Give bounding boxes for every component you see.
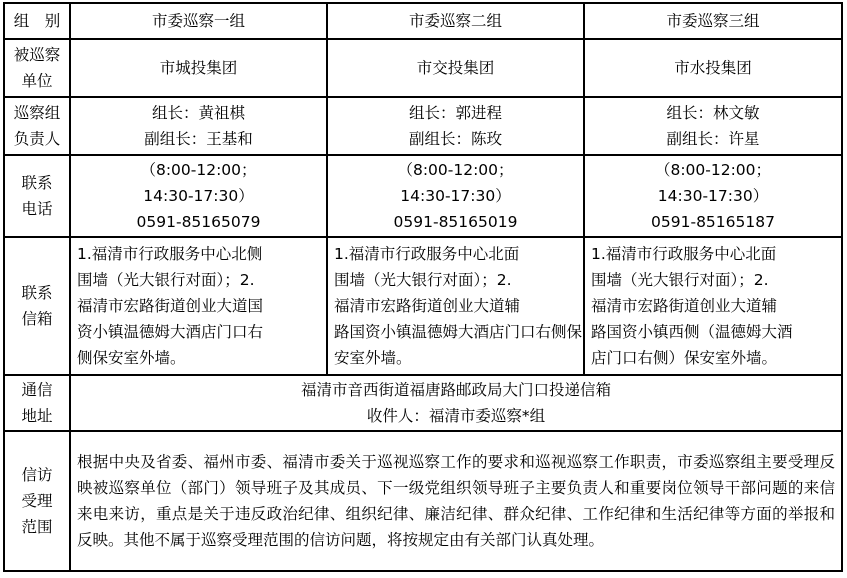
address-line: 福清市音西街道福唐路邮政局大门口投递信箱 (300, 381, 611, 399)
phone-number: 0591-85165187 (651, 213, 775, 231)
table-row-address (4, 375, 842, 431)
row-header-address (4, 375, 70, 431)
mailbox-line: 资小镇温德姆大酒店门口右 (77, 323, 264, 341)
hours-line: 14:30-17:30） (143, 187, 254, 205)
row-header-line: 信箱 (21, 310, 53, 328)
phone-number: 0591-85165019 (393, 213, 518, 231)
phone-number: 0591-85165079 (136, 213, 261, 231)
hours-line: 14:30-17:30） (400, 187, 511, 205)
row-header-line: 通信 (21, 381, 53, 399)
cell-phone-1 (70, 155, 327, 237)
cell-mailbox-1 (70, 237, 327, 375)
row-header-phone (4, 155, 70, 237)
cell-leaders-1 (70, 97, 327, 155)
recipient-line: 收件人：福清市委巡察*组 (366, 407, 546, 425)
row-header-scope (4, 431, 70, 571)
row-header-line: 组 别 (13, 12, 61, 30)
cell-unit-1: 市城投集团 (70, 39, 327, 97)
row-header-line: 信访 (21, 466, 53, 484)
deputy-leader-line: 副组长：陈玫 (408, 130, 502, 148)
mailbox-line: 福清市宏路街道创业大道国 (77, 297, 264, 315)
cell-leaders-3 (584, 97, 842, 155)
row-header-line: 被巡察 (13, 46, 61, 64)
row-header-line: 地址 (21, 407, 53, 425)
hours-line: （8:00-12:00； (654, 161, 772, 179)
row-header-line: 负责人 (13, 130, 61, 148)
row-header-line: 联系 (21, 284, 53, 302)
table-row-phone (4, 155, 842, 237)
row-header-group (4, 3, 70, 39)
row-header-line: 单位 (21, 72, 53, 90)
cell-group-1: 市委巡察一组 (70, 3, 327, 39)
row-header-line: 联系 (21, 174, 53, 192)
cell-unit-3: 市水投集团 (584, 39, 842, 97)
row-header-line: 受理 (21, 492, 53, 510)
mailbox-line: 围墙（光大银行对面）；2. (591, 271, 769, 289)
table-row-scope (4, 431, 842, 571)
mailbox-line: 侧保安室外墙。 (77, 349, 186, 367)
mailbox-line: 围墙（光大银行对面）；2. (77, 271, 255, 289)
cell-address (70, 375, 842, 431)
mailbox-line: 路国资小镇西侧（温德姆大酒 (591, 323, 793, 341)
leader-line: 组长：黄祖棋 (151, 104, 245, 122)
cell-scope: 根据中央及省委、福州市委、福清市委关于巡视巡察工作的要求和巡视巡察工作职责，市委巡察组主要受理反映被巡察单位（部门）领导班子及其成员、下一级党组织领导班子主要负责人和重要岗位领导干部问题的来信来电来访，重点是关于违反政治纪律、组织纪律、廉洁纪律、群众纪律、工作纪律和生活纪律等方面的举报和反映。其他不属于巡察受理范围的信访问题，将按规定由有关部门认真处理。 (70, 431, 842, 571)
row-header-leaders (4, 97, 70, 155)
mailbox-line: 1.福清市行政服务中心北面 (334, 245, 520, 263)
cell-group-3: 市委巡察三组 (584, 3, 842, 39)
cell-phone-2 (327, 155, 584, 237)
cell-leaders-2 (327, 97, 584, 155)
table-row-inspected-unit (4, 39, 842, 97)
mailbox-line: 安室外墙。 (334, 349, 412, 367)
deputy-leader-line: 副组长：王基和 (144, 130, 253, 148)
hours-line: 14:30-17:30） (657, 187, 769, 205)
row-header-mailbox (4, 237, 70, 375)
table-row-mailbox (4, 237, 842, 375)
mailbox-line: 店门口右侧）保安室外墙。 (591, 349, 778, 367)
leader-line: 组长：郭进程 (408, 104, 502, 122)
deputy-leader-line: 副组长：许星 (666, 130, 760, 148)
table-row-leaders (4, 97, 842, 155)
cell-group-2: 市委巡察二组 (327, 3, 584, 39)
cell-unit-2: 市交投集团 (327, 39, 584, 97)
mailbox-line: 1.福清市行政服务中心北侧 (77, 245, 263, 263)
cell-phone-3 (584, 155, 842, 237)
cell-mailbox-3 (584, 237, 842, 375)
row-header-line: 范围 (21, 518, 53, 536)
mailbox-line: 围墙（光大银行对面）；2. (334, 271, 512, 289)
mailbox-line: 福清市宏路街道创业大道辅 (591, 297, 778, 315)
table-row-group (4, 3, 842, 39)
hours-line: （8:00-12:00； (397, 161, 514, 179)
row-header-line: 电话 (21, 200, 53, 218)
mailbox-line: 路国资小镇温德姆大酒店门口右侧保 (334, 323, 583, 341)
mailbox-line: 1.福清市行政服务中心北面 (591, 245, 777, 263)
leader-line: 组长：林文敏 (666, 104, 760, 122)
mailbox-line: 福清市宏路街道创业大道辅 (334, 297, 521, 315)
hours-line: （8:00-12:00； (140, 161, 257, 179)
row-header-inspected-unit (4, 39, 70, 97)
row-header-line: 巡察组 (13, 104, 61, 122)
inspection-info-table (3, 2, 843, 572)
cell-mailbox-2 (327, 237, 584, 375)
